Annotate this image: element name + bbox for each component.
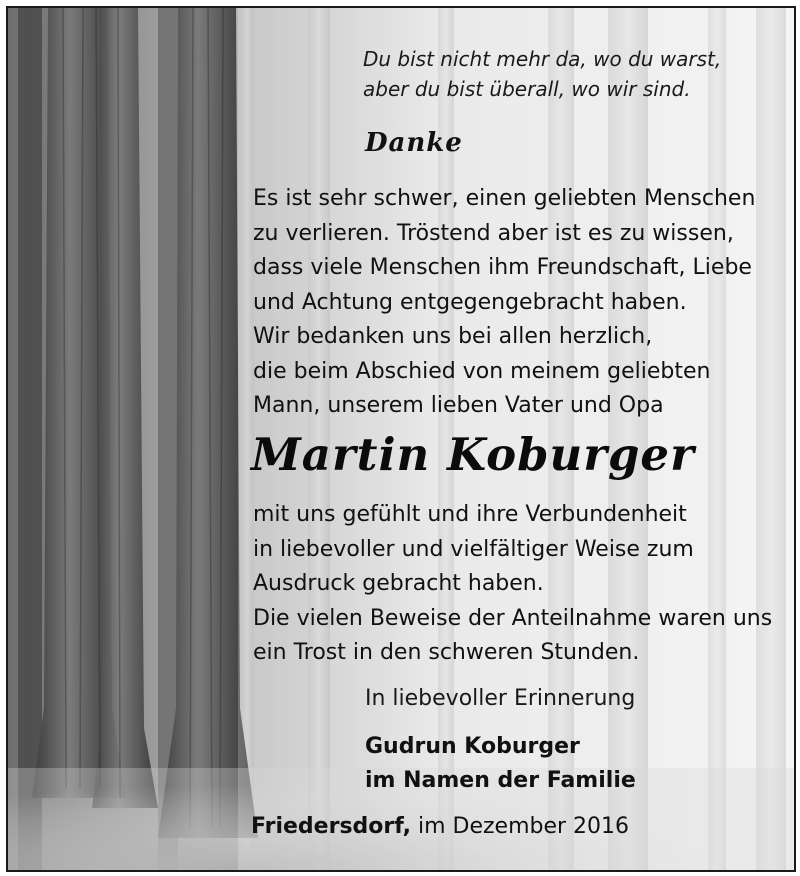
text-line: Die vielen Beweise der Anteilnahme waren uns — [253, 605, 773, 631]
signature — [365, 730, 636, 798]
date-text: im Dezember 2016 — [417, 814, 630, 839]
thanks-paragraph-1 — [253, 182, 783, 424]
signature-family: im Namen der Familie — [365, 768, 636, 793]
motto-line: Du bist nicht mehr da, wo du warst, — [363, 47, 722, 71]
place-and-date — [251, 814, 629, 839]
text-line: in liebevoller und vielfältiger Weise zum — [253, 536, 694, 562]
deceased-name: Martin Koburger — [251, 428, 695, 481]
motto-line: aber du bist überall, wo wir sind. — [363, 77, 691, 101]
text-line: ein Trost in den schweren Stunden. — [253, 640, 640, 665]
text-line: Ausdruck gebracht haben. — [253, 571, 544, 596]
text-line: Mann, unserem lieben Vater und Opa — [253, 393, 664, 418]
notice-text — [8, 8, 794, 870]
text-line: Wir bedanken uns bei allen herzlich, — [253, 324, 653, 349]
thanks-heading: Danke — [365, 128, 463, 158]
text-line: zu verlieren. Tröstend aber ist es zu wissen, — [253, 220, 734, 246]
closing-phrase: In liebevoller Erinnerung — [365, 686, 636, 711]
text-line: Es ist sehr schwer, einen geliebten Menschen — [253, 186, 756, 211]
signature-name: Gudrun Koburger — [365, 734, 580, 759]
text-line: die beim Abschied von meinem geliebten — [253, 358, 711, 384]
place-name: Friedersdorf, — [251, 814, 411, 839]
text-line: dass viele Menschen ihm Freundschaft, Liebe — [253, 255, 752, 280]
motto-quote — [363, 44, 721, 104]
obituary-notice — [6, 6, 796, 872]
text-line: und Achtung entgegengebracht haben. — [253, 289, 687, 315]
thanks-paragraph-2 — [253, 498, 783, 671]
text-line: mit uns gefühlt und ihre Verbundenheit — [253, 502, 687, 527]
